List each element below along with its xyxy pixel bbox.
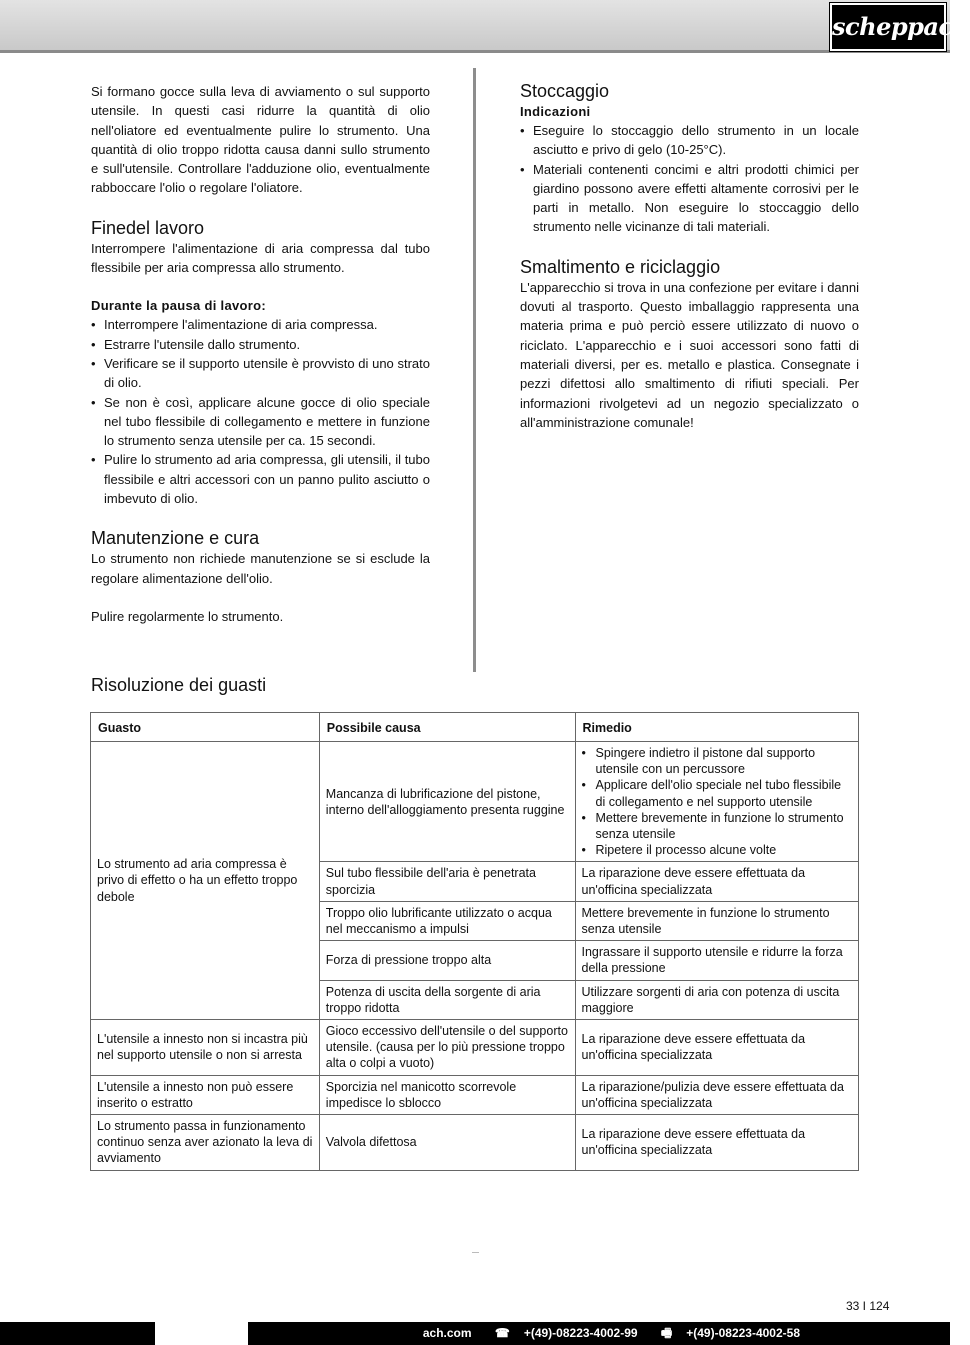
maintenance-text: Lo strumento non richiede manutenzione se si esclude la regolare alimentazione dell'olio. [91,551,430,586]
remedy-text: Ingrassare il supporto utensile e ridurre la forza della pressione [581,945,843,976]
list-item: • Eseguire lo stoccaggio dello strumento in un locale asciutto e privo di gelo (10-25°C). [520,121,859,160]
cause-text: Gioco eccessivo dell'utensile o del supporto utensile. (causa per lo più pressione troppo alta o colpi a vuoto) [325,1024,568,1071]
maintenance-heading: Manutenzione e cura [91,528,260,549]
remedy-cell [575,1115,859,1171]
footer-contact [413,1325,800,1341]
fault-cell [91,1020,320,1076]
fax-number: +(49)-08223-4002-58 [686,1326,800,1340]
pause-list [91,315,430,508]
remedy-cell [575,901,859,940]
fault-cell [91,1075,320,1114]
cause-cell [319,1020,575,1076]
fault-cell [91,742,320,1020]
fault-text: Lo strumento ad aria compressa è privo di effetto o ha un effetto troppo debole [97,857,298,904]
remedy-cell [575,742,859,862]
remedy-cell [575,1075,859,1114]
list-item: • Applicare dell'olio speciale nel tubo flessibile di collegamento e nel supporto utensile [582,777,853,809]
column-divider [473,68,476,672]
fault-text: Lo strumento passa in funzionamento continuo senza aver azionato la leva di avviamento [97,1119,313,1166]
phone-number: +(49)-08223-4002-99 [523,1326,638,1340]
cause-text: Troppo olio lubrificante utilizzato o acqua nel meccanismo a impulsi [325,905,552,937]
table-row [91,742,859,862]
remedy-list [582,745,853,858]
fax-icon: 🖷 [660,1326,673,1340]
left-column [91,82,430,626]
cleaning-text: Pulire regolarmente lo strumento. [91,608,284,624]
column-header-fault: Guasto [91,713,320,742]
table-row [91,1115,859,1171]
remedy-cell [575,980,859,1019]
remedy-text: Utilizzare sorgenti di aria con potenza di uscita maggiore [581,984,840,1015]
cause-cell [319,980,575,1019]
column-header-remedy: Rimedio [575,713,859,742]
cause-cell [319,862,575,901]
remedy-text: Mettere brevemente in funzione lo strumento senza utensile [581,905,830,937]
storage-heading: Stoccaggio [520,81,610,101]
cause-text: Mancanza di lubrificazione del pistone, interno dell'alloggiamento presenta ruggine [325,786,565,817]
remedy-text: La riparazione/pulizia deve essere effettuata da un'officina specializzata [581,1079,844,1110]
page-number: 33 I 124 [846,1299,890,1313]
list-item: • Pulire lo strumento ad aria compressa, gli utensili, il tubo flessibile e altri accessori con un panno pulito asciutto o imbevuto di olio. [91,450,430,508]
column-header-cause: Possibile causa [319,713,575,742]
remedy-text: La riparazione deve essere effettuata da un'officina specializzata [581,1127,806,1158]
cause-cell [319,1115,575,1171]
divider-mark [472,1252,479,1253]
troubleshooting-title: Risoluzione dei guasti [91,675,267,695]
cause-cell [319,941,575,980]
list-item: • Ripetere il processo alcune volte [582,842,853,858]
disposal-text: L'apparecchio si trova in una confezione per evitare i danni dovuti al trasporto. Questo imballaggio rappresenta una materia prima e può perciò essere utilizzato di nuovo o riciclato. L'apparecchio e i suoi accessori sono fatti di materiali diversi, per es. metallo e plastica. Consegnate i pezzi difettosi allo smaltimento di rifiuti speciali. Per informazioni rivolgetevi ad un negozio specializzato o all'amministrazione comunale! [520,279,859,430]
cause-text: Sporcizia nel manicotto scorrevole impedisce lo sblocco [325,1079,517,1110]
oil-drops-paragraph: Si formano gocce sulla leva di avviamento o sul supporto utensile. In questi casi ridurre la quantità di olio nell'oliatore ed eventualmente pulire lo strumento. Una quantità di olio troppo ridotta causa danni sullo strumento e sull'utensile. Controllare l'adduzione olio, eventualmente rabboccare l'olio o regolare l'oliatore. [91,84,430,196]
list-item: • Interrompere l'alimentazione di aria compressa. [91,315,430,334]
website-link[interactable]: ach.com [422,1326,472,1340]
troubleshooting-table [90,712,859,1171]
list-item: • Materiali contenenti concimi e altri prodotti chimici per giardino possono avere effetti altamente corrosivi per le parti in metallo. Non eseguire lo stoccaggio dello strumento nelle vicinanze di tali materiali. [520,160,859,237]
cause-cell [319,1075,575,1114]
remedy-cell [575,862,859,901]
phone-icon: ☎ [494,1326,510,1340]
list-item: • Verificare se il supporto utensile è provvisto di uno strato di olio. [91,354,430,393]
storage-list [520,121,859,237]
list-item: • Estrarre l'utensile dallo strumento. [91,335,430,354]
fault-text: L'utensile a innesto non può essere inserito o estratto [97,1079,294,1110]
cause-text: Valvola difettosa [325,1135,417,1150]
end-work-heading: Finedel lavoro [91,217,205,238]
list-item: • Spingere indietro il pistone dal supporto utensile con un percussore [582,745,853,777]
table-row [91,1075,859,1114]
remedy-text: La riparazione deve essere effettuata da un'officina specializzata [581,866,806,897]
table-row [91,1020,859,1076]
disposal-heading: Smaltimento e riciclaggio [520,256,721,277]
header-bar [0,0,950,50]
cause-text: Sul tubo flessibile dell'aria è penetrata sporcizia [325,866,536,897]
cause-text: Potenza di uscita della sorgente di aria troppo ridotta [325,984,541,1015]
pause-heading: Durante la pausa di lavoro: [91,298,266,314]
end-work-text: Interrompere l'alimentazione di aria compressa dal tubo flessibile per aria compressa allo strumento. [91,240,430,276]
list-item: • Se non è così, applicare alcune gocce di olio speciale nel tubo flessibile di collegamento e mettere in funzione lo strumento senza utensile per ca. 15 secondi. [91,393,430,451]
fault-cell [91,1115,320,1171]
cause-cell [319,742,575,862]
list-item: • Mettere brevemente in funzione lo strumento senza utensile [582,810,853,842]
cause-text: Forza di pressione troppo alta [325,953,492,968]
remedy-text: La riparazione deve essere effettuata da un'officina specializzata [581,1032,806,1063]
remedy-cell [575,941,859,980]
remedy-cell [575,1020,859,1076]
footer-gap [155,1322,248,1345]
brand-logo: scheppach [830,3,946,51]
header-shadow [0,50,950,53]
fault-text: L'utensile a innesto non si incastra più nel supporto utensile o non si arresta [97,1032,308,1063]
cause-cell [319,901,575,940]
table-header-row [91,713,859,742]
storage-subheading: Indicazioni [520,104,591,119]
right-column [520,80,859,432]
